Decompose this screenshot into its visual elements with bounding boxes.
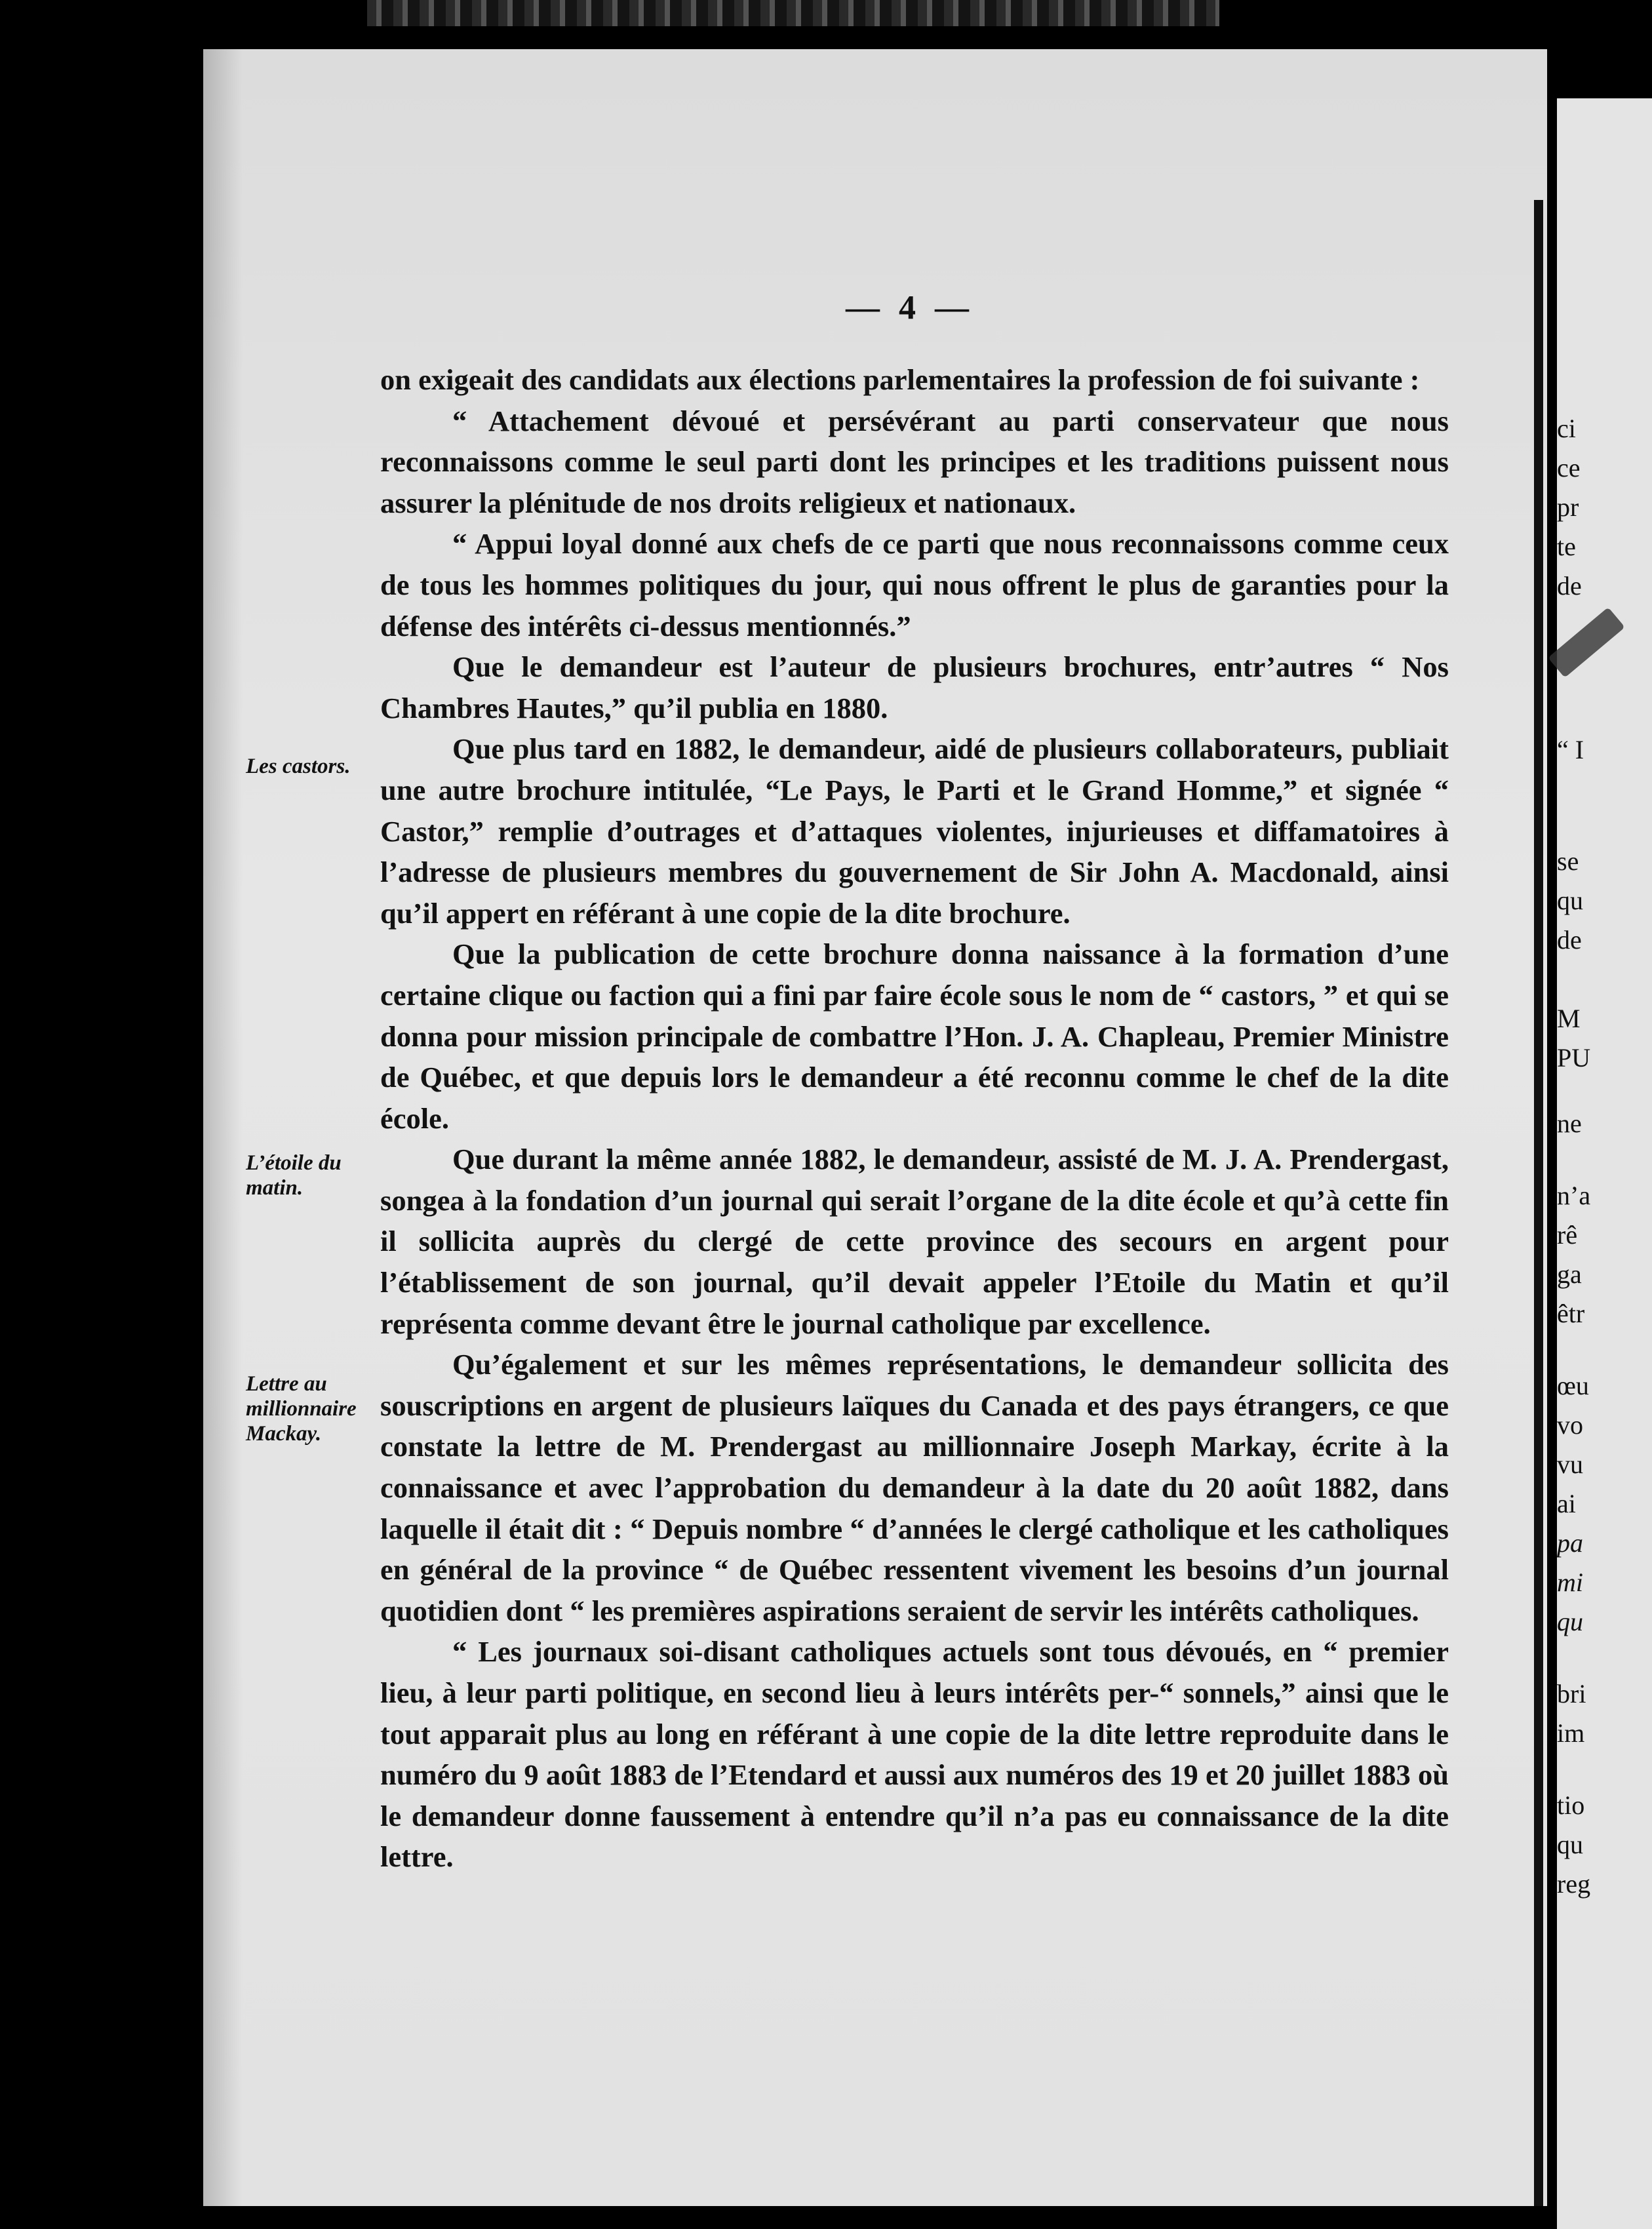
adjacent-fragment: êtr — [1557, 1299, 1585, 1328]
adjacent-fragment: de — [1557, 925, 1582, 955]
paragraph-2: “ Attachement dévoué et persévérant au parti conservateur que nous reconnaissons comme le seul parti dont les principes et les traditions puissent nous assurer la plénitude de nos droits religieux et nationaux. — [380, 404, 1449, 519]
adjacent-fragment: ne — [1557, 1109, 1582, 1138]
adjacent-page — [1557, 98, 1652, 2229]
adjacent-fragment: de — [1557, 571, 1582, 601]
adjacent-fragment: qu — [1557, 886, 1583, 915]
adjacent-fragment: “ I — [1557, 735, 1584, 764]
adjacent-fragment: pr — [1557, 492, 1579, 522]
paragraph-7: Que durant la même année 1882, le demandeur, assisté de M. J. A. Prendergast, songea à la fondation d’un journal qui serait l’organe de la dite école et qu’à cette fin il sollicita auprès du clergé de cette province des secours en argent pour l’établissement de son journal, qu’il devait appeler l’Etoile du Matin et qu’il représenta comme devant être le journal catholique par excellence. — [380, 1143, 1449, 1340]
page-shadow — [203, 49, 243, 2206]
margin-note-lettre: Lettre au millionnaire Mackay. — [246, 1372, 357, 1446]
paragraph-3: “ Appui loyal donné aux chefs de ce parti que nous reconnaissons comme ceux de tous les hommes politiques du jour, qui nous offrent le plus de garanties pour la défense des intérêts ci-dessus mentionnés.” — [380, 527, 1449, 642]
adjacent-fragment: vu — [1557, 1450, 1583, 1479]
paragraph-5: Que plus tard en 1882, le demandeur, aidé de plusieurs collaborateurs, publiait une autre brochure intitulée, “Le Pays, le Parti et le Grand Homme,” et signée “ Castor,” remplie d’outrages et d’attaques violentes, injurieuses et diffamatoires à l’adresse de plusieurs membres du gouvernement de Sir John A. Macdonald, ainsi qu’il appert en référant à une copie de la dite brochure. — [380, 732, 1449, 930]
adjacent-fragment: PU — [1557, 1043, 1591, 1073]
margin-note-etoile: L’étoile du matin. — [246, 1151, 342, 1200]
adjacent-fragment: qu — [1557, 1830, 1583, 1859]
adjacent-fragment: M — [1557, 1004, 1581, 1033]
adjacent-fragment: te — [1557, 532, 1576, 561]
paragraph-6: Que la publication de cette brochure donna naissance à la formation d’une certaine clique ou faction qui a fini par faire école sous le nom de “ castors, ” et qui se donna pour mission principale de combattre l’Hon. J. A. Chapleau, Premier Ministre de Québec, et que depuis lors le demandeur a été reconnu comme le chef de la dite école. — [380, 937, 1449, 1135]
adjacent-fragment: ci — [1557, 414, 1576, 443]
page-number: — 4 — — [846, 289, 974, 326]
paragraph-9: “ Les journaux soi-disant catholiques actuels sont tous dévoués, en “ premier lieu, à leur parti politique, en second lieu à leurs intérêts per-“ sonnels,” ainsi que le tout apparait plus au long en référant à une copie de la dite lettre reproduite dans le numéro du 9 août 1883 de l’Etendard et aussi aux numéros des 19 et 20 juillet 1883 où le demandeur donne faussement à entendre qu’il n’a pas eu connaissance de la dite lettre. — [380, 1635, 1449, 1874]
adjacent-fragment: se — [1557, 846, 1579, 876]
body-text — [380, 359, 1449, 1878]
adjacent-fragment: qu — [1557, 1607, 1583, 1636]
adjacent-fragment: œu — [1557, 1371, 1589, 1400]
adjacent-fragment: ai — [1557, 1489, 1576, 1518]
paragraph-1: on exigeait des candidats aux élections parlementaires la profession de foi suivante : — [380, 363, 1420, 396]
scan-top-strip — [367, 0, 1219, 26]
paragraph-4: Que le demandeur est l’auteur de plusieurs brochures, entr’autres “ Nos Chambres Hautes,” qu’il publia en 1880. — [380, 650, 1449, 724]
adjacent-fragment: rê — [1557, 1220, 1578, 1250]
adjacent-fragment: ga — [1557, 1259, 1582, 1289]
adjacent-fragment: reg — [1557, 1869, 1591, 1899]
adjacent-fragment: mi — [1557, 1568, 1583, 1597]
adjacent-fragment: n’a — [1557, 1181, 1591, 1210]
adjacent-fragment: vo — [1557, 1410, 1583, 1440]
binding-gutter — [1534, 200, 1543, 2206]
paragraph-8: Qu’également et sur les mêmes représentations, le demandeur sollicita des souscriptions en argent de plusieurs laïques du Canada et des pays étrangers, ce que constate la lettre de M. Prendergast au millionnaire Joseph Markay, écrite à la connaissance et avec l’approbation du demandeur à la date du 20 août 1882, dans laquelle il était dit : “ Depuis nombre “ d’années le clergé catholique et les catholiques en général de la province “ de Québec ressentent vivement les besoins d’un journal quotidien dont “ les premières aspirations seraient de servir les intérêts catholiques. — [380, 1348, 1449, 1627]
margin-note-castors: Les castors. — [246, 755, 351, 778]
adjacent-fragment: bri — [1557, 1679, 1586, 1708]
adjacent-fragment: pa — [1557, 1528, 1583, 1558]
adjacent-fragment: im — [1557, 1718, 1585, 1748]
adjacent-fragment: tio — [1557, 1790, 1585, 1820]
adjacent-fragment: ce — [1557, 453, 1581, 483]
